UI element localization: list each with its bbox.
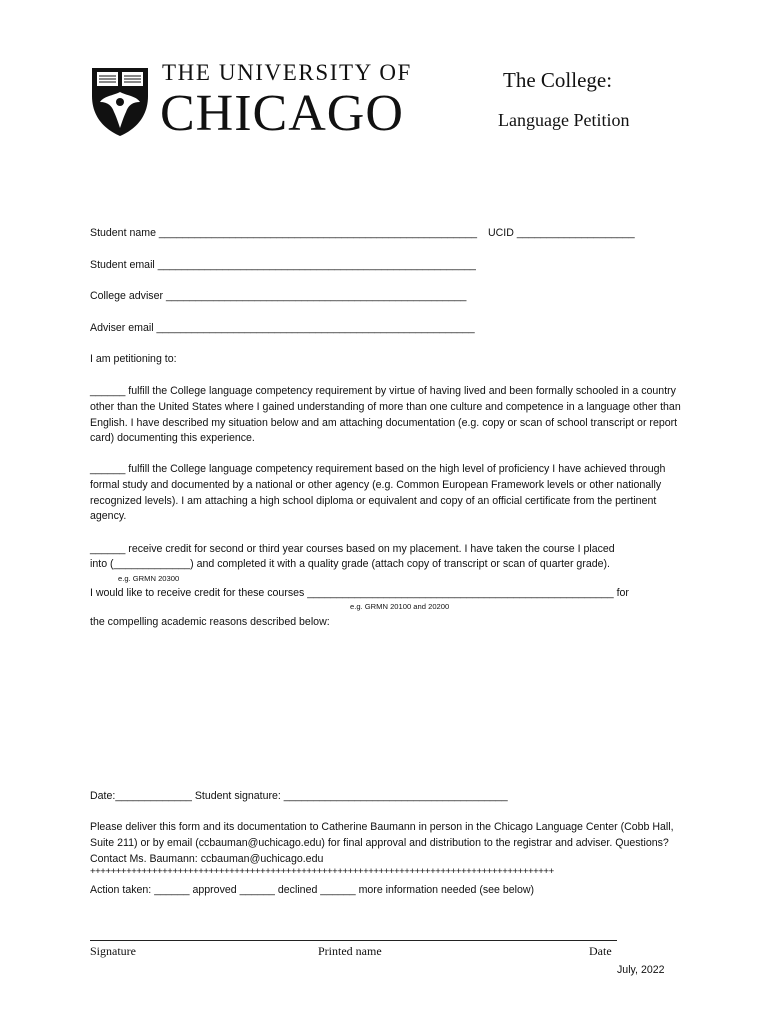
reasons-text-area[interactable] [90,636,690,781]
student-email-field[interactable]: Student email ______________________________________________________ [90,259,476,271]
date-and-signature-field[interactable]: Date:_____________ Student signature: ______________________________________ [90,790,508,802]
action-taken-field[interactable]: Action taken: ______ approved ______ declined ______ more information needed (see below) [90,884,535,896]
university-name-line1: THE UNIVERSITY OF [162,60,412,85]
credit-courses-example-note: e.g. GRMN 20100 and 20200 [350,602,450,611]
ucid-field[interactable]: UCID ____________________ [488,227,635,239]
delivery-instructions: Please deliver this form and its documentation to Catherine Baumann in person in the Chicago Language Center (Cobb Hall, Suite 211) or by email (ccbauman@uchicago.edu) for final approval and distribution to the registrar and adviser. Questions? Contact Ms. Baumann: ccbauman@uchicago.edu [90,821,674,865]
adviser-email-field[interactable]: Adviser email ______________________________________________________ [90,322,475,334]
petition-option-course-credit[interactable]: ______ receive credit for second or third year courses based on my placement. I have taken the course I placed [90,543,615,555]
official-signature-line[interactable] [90,940,617,941]
university-name-line2: CHICAGO [160,85,404,142]
separator-line: ++++++++++++++++++++++++++++++++++++++++++++++++++++++++++++++++++++++++++++++++++++++++++ [90,866,554,877]
placed-course-field[interactable]: into (_____________) and completed it with a quality grade (attach copy of transcript or scan of quarter grade). [90,558,610,570]
petition-option-proficiency[interactable]: ______ fulfill the College language competency requirement based on the high level of proficiency I have achieved through formal study and documented by a national or other agency (e.g. Common European Framework levels or other nationally recognized levels). I am attaching a high school diploma or equivalent and copy of an official certificate from the pertinent agency. [90,463,666,523]
form-title: Language Petition [498,110,630,130]
reasons-prompt: the compelling academic reasons described below: [90,616,330,628]
course-example-note: e.g. GRMN 20300 [118,574,180,583]
signature-label: Signature [90,944,136,958]
college-adviser-field[interactable]: College adviser ___________________________________________________ [90,290,467,302]
printed-name-label: Printed name [318,944,382,958]
date-label: Date [589,944,612,958]
petition-option-schooled-abroad[interactable]: ______ fulfill the College language competency requirement by virtue of having lived and been formally schooled in a country other than the United States where I gained understanding of more than one culture and competence in a language other than English. I have described my situation below and am attaching documentation (e.g. copy or scan of school transcript or report card) documenting this experience. [90,385,681,445]
university-crest-icon [90,66,150,138]
revision-date: July, 2022 [617,964,665,976]
college-title: The College: [503,68,613,92]
credit-courses-field[interactable]: I would like to receive credit for these courses ____________________________________________________ for [90,587,629,599]
student-name-field[interactable]: Student name ______________________________________________________ [90,227,478,239]
petition-intro: I am petitioning to: [90,353,177,365]
